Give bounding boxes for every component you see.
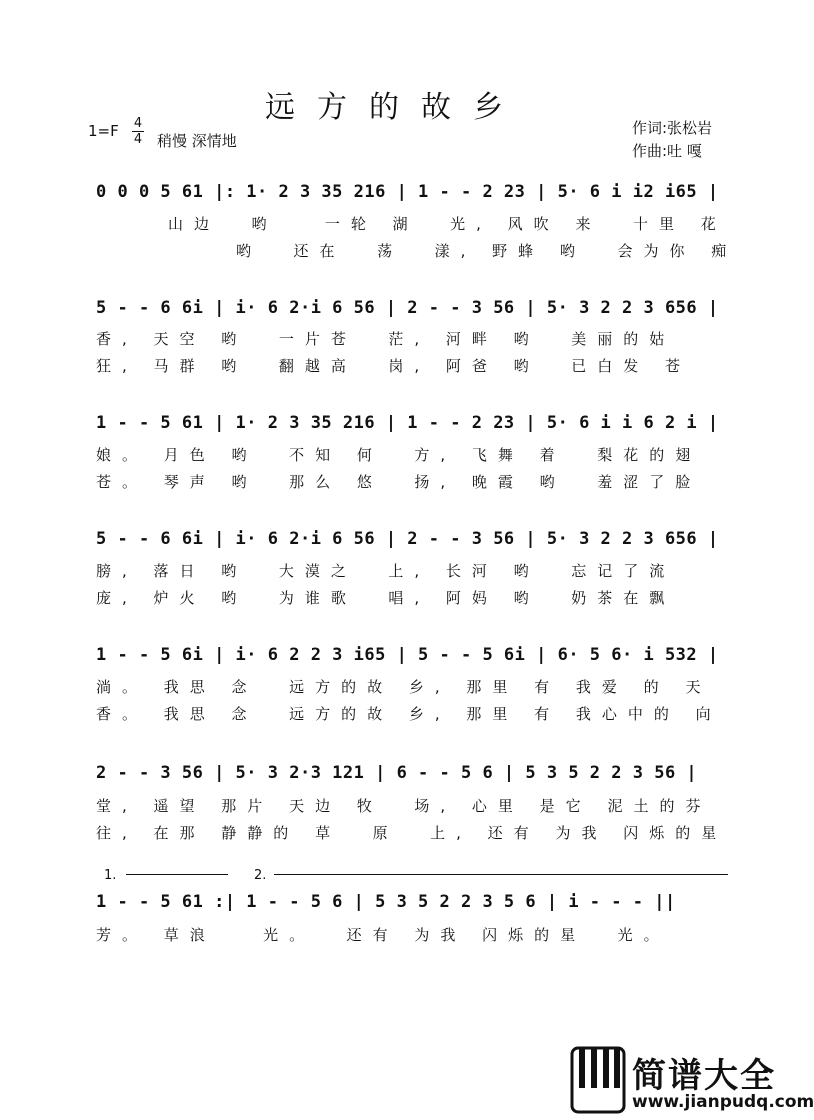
time-signature <box>132 116 144 147</box>
notation-row-3: 1 - - 5 61 | 1· 2 3 35 216 | 1 - - 2 23 | 5· 6 i i 6 2 i | <box>96 413 719 433</box>
volta-1-bracket <box>126 874 228 875</box>
lyric-row-7-verse-1: 芳。 草浪 光。 还有 为我 闪烁的星 光。 <box>96 926 670 944</box>
tempo-marking: 稍慢 深情地 <box>157 132 237 150</box>
lyric-row-4-verse-1: 膀, 落日 哟 大漠之 上, 长河 哟 忘记了流 <box>96 562 676 580</box>
lyric-row-3-verse-2: 苍。 琴声 哟 那么 悠 扬, 晚霞 哟 羞涩了脸 <box>96 473 702 491</box>
lyric-row-6-verse-2: 往, 在那 静静的 草 原 上, 还有 为我 闪烁的星 <box>96 824 728 842</box>
notation-row-4: 5 - - 6 6i | i· 6 2·i 6 56 | 2 - - 3 56 | 5· 3 2 2 3 656 | <box>96 529 719 549</box>
lyric-row-6-verse-1: 堂, 遥望 那片 天边 牧 场, 心里 是它 泥土的芬 <box>96 797 712 815</box>
lyric-row-2-verse-1: 香, 天空 哟 一片苍 茫, 河畔 哟 美丽的姑 <box>96 330 676 348</box>
lyric-row-1-verse-2: 哟 还在 荡 漾, 野蜂 哟 会为你 痴 <box>236 242 738 260</box>
meter-bottom: 4 <box>133 132 143 147</box>
notation-row-5: 1 - - 5 6i | i· 6 2 2 3 i65 | 5 - - 5 6i | 6· 5 6· i 532 | <box>96 645 719 665</box>
lyricist: 作词:张松岩 <box>632 119 713 137</box>
lyric-row-4-verse-2: 庞, 炉火 哟 为谁歌 唱, 阿妈 哟 奶茶在飘 <box>96 589 676 607</box>
site-logo <box>568 1044 814 1119</box>
lyric-row-1-verse-1: 山边 哟 一轮 湖 光, 风吹 来 十里 花 <box>168 215 727 233</box>
lyric-row-2-verse-2: 狂, 马群 哟 翻越高 岗, 阿爸 哟 已白发 苍 <box>96 357 691 375</box>
logo-url: www.jianpudq.com <box>632 1092 814 1112</box>
notation-row-2: 5 - - 6 6i | i· 6 2·i 6 56 | 2 - - 3 56 | 5· 3 2 2 3 656 | <box>96 298 719 318</box>
volta-2-bracket <box>274 874 728 875</box>
lyric-row-5-verse-1: 淌。 我思 念 远方的故 乡, 那里 有 我爱 的 天 <box>96 678 712 696</box>
credits <box>632 117 712 163</box>
volta-1-label: 1. <box>104 868 117 883</box>
song-title: 远方的故乡 <box>265 90 525 125</box>
piano-keys-icon <box>568 1044 628 1116</box>
composer: 作曲:吐 嘎 <box>632 142 702 160</box>
key-signature: 1=F <box>88 122 119 140</box>
meter-top: 4 <box>133 116 143 131</box>
volta-2-label: 2. <box>254 868 267 883</box>
notation-row-6: 2 - - 3 56 | 5· 3 2·3 121 | 6 - - 5 6 | 5 3 5 2 2 3 56 | <box>96 763 698 783</box>
logo-name: 简谱大全 <box>632 1056 776 1096</box>
lyric-row-3-verse-1: 娘。 月色 哟 不知 何 方, 飞舞 着 梨花的翅 <box>96 446 702 464</box>
notation-row-7: 1 - - 5 61 :| 1 - - 5 6 | 5 3 5 2 2 3 5 6 | i - - - || <box>96 892 676 912</box>
lyric-row-5-verse-2: 香。 我思 念 远方的故 乡, 那里 有 我心中的 向 <box>96 705 722 723</box>
notation-row-1: 0 0 0 5 61 |: 1· 2 3 35 216 | 1 - - 2 23 | 5· 6 i i2 i65 | <box>96 182 719 202</box>
